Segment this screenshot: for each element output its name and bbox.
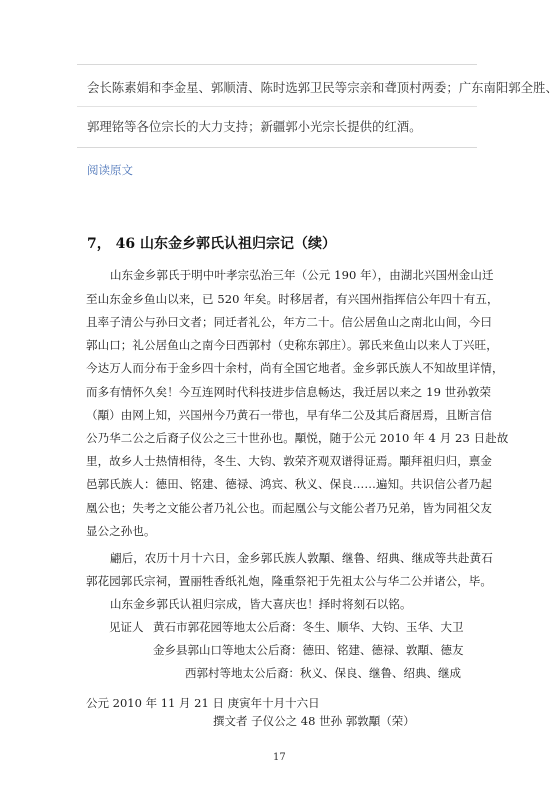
paragraph-line: 里，故乡人士热情相待，冬生、大钧、敦荣齐观双谱得证焉。顒拜祖归归，禀金	[86, 454, 492, 468]
excerpt-line-1: 会长陈素娟和李金星、郭顺清、陈时选郭卫民等宗亲和聋顶村两委；广东南阳郭全胜、	[87, 80, 558, 95]
paragraph-line: 显公之孙也。	[86, 524, 156, 538]
witness-line: 西郭村等地太公后裔：秋义、保良、继鲁、绍典、继成	[185, 666, 461, 680]
paragraph-line: 凰公也；失考之文能公者乃礼公也。而起凰公与文能公者乃兄弟，皆为同祖父友	[86, 501, 492, 515]
paragraph-line: 郭山口；礼公居鱼山之南今曰西郭村（史称东郭庄）。郭氏来鱼山以来人丁兴旺，	[86, 338, 498, 352]
witness-line: 金乡县郭山口等地太公后裔：德田、铭建、德禄、敦顒、德友	[153, 643, 464, 657]
paragraph-line: 山东金乡郭氏认祖归宗成，皆大喜庆也！择时将刻石以铭。	[110, 597, 412, 611]
paragraph-line: 邑郭氏族人：德田、铭建、德禄、鸿宾、秋义、保良……遍知。共识信公者乃起	[86, 477, 492, 491]
excerpt-box	[77, 64, 558, 148]
article-title: 7， 46 山东金乡郭氏认祖归宗记（续）	[87, 236, 336, 252]
paragraph-line: （顒）由网上知，兴国州今乃黄石一带也，早有华二公及其后裔居焉，且断言信	[86, 408, 492, 422]
witness-line: 黄石市郭花园等地太公后裔：冬生、顺华、大钧、玉华、大卫	[153, 620, 464, 634]
excerpt-divider	[77, 106, 477, 107]
article-date: 公元 2010 年 11 月 21 日 庚寅年十月十六日	[86, 696, 320, 710]
excerpt-line-2: 郭理铭等各位宗长的大力支持；新疆郭小光宗长提供的红酒。	[87, 119, 422, 134]
paragraph-line: 公乃华二公之后裔子仪公之三十世孙也。顒悦，随于公元 2010 年 4 月 23 日赴故	[86, 431, 509, 445]
paragraph-line: 郭花园郭氏宗祠，置丽牲香纸礼炮，隆重祭祀于先祖太公与华二公并诸公，毕。	[86, 574, 492, 588]
paragraph-line: 今达万人而分布于金乡四十余村，尚有全国它地者。金乡郭氏族人不知故里详情，	[86, 361, 504, 375]
page-number: 17	[273, 752, 286, 763]
paragraph-line: 山东金乡郭氏于明中叶孝宗弘治三年（公元 190 年），由湖北兴国州金山迁	[110, 268, 494, 282]
paragraph-line: 而多有情怀久矣！今互连网时代科技进步信息畅达，我迁居以来之 19 世孙敦荣	[86, 385, 492, 399]
paragraph-line: 至山东金乡鱼山以来，已 520 年矣。时移居者，有兴国州指挥信公年四十有五，	[86, 292, 499, 306]
article-author: 撰文者 子仪公之 48 世孙 郭敦顒（荣）	[213, 714, 415, 728]
paragraph-line: 且率子清公与孙曰文者；同迁者礼公，年方二十。信公居鱼山之南北山间，今曰	[86, 315, 492, 329]
paragraph-line: 翩后，农历十月十六日，金乡郭氏族人敦顒、继鲁、绍典、继成等共赴黄石	[110, 551, 493, 565]
witness-label: 见证人	[109, 620, 144, 634]
read-original-link[interactable]: 阅读原文	[87, 163, 133, 177]
